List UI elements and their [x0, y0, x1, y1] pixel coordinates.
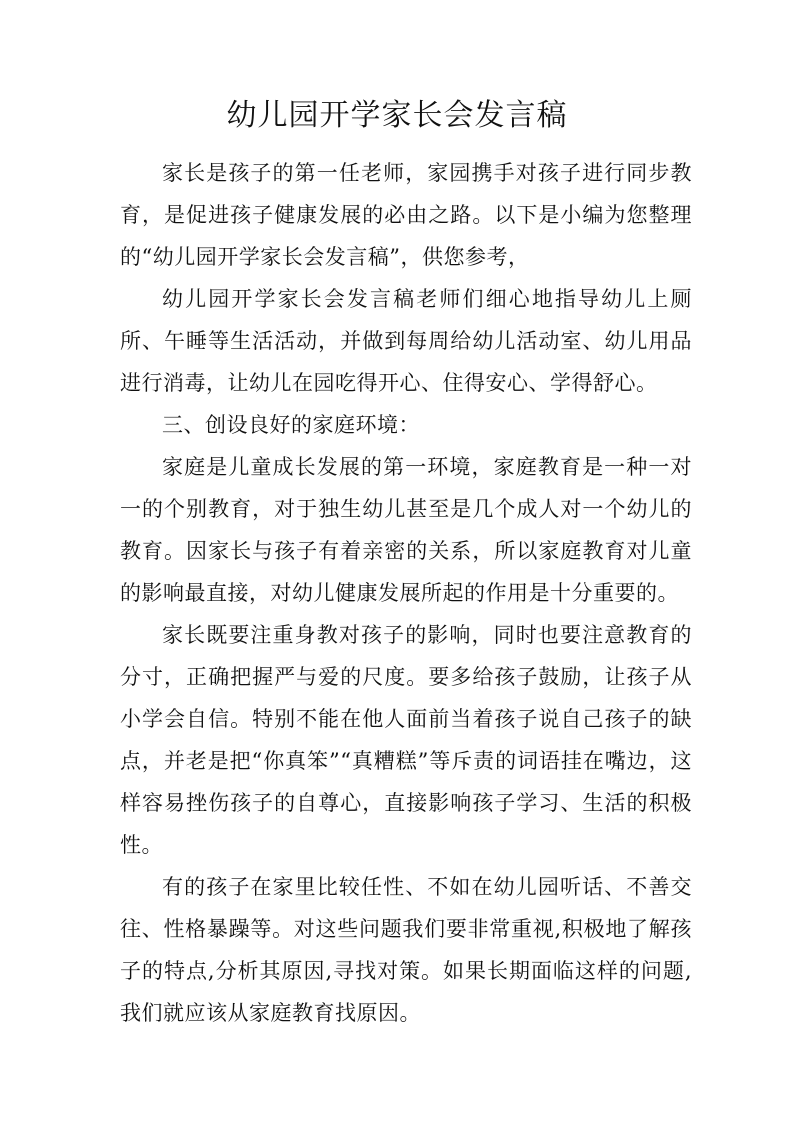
- document-body: [120, 152, 692, 1034]
- paragraph-family-education: 家庭是儿童成长发展的第一环境，家庭教育是一种一对一的个别教育，对于独生幼儿甚至是几个成人对一个幼儿的教育。因家长与孩子有着亲密的关系，所以家庭教育对儿童的影响最直接，对幼儿健康发展所起的作用是十分重要的。: [120, 455, 692, 605]
- paragraph-parent-example: 家长既要注重身教对孩子的影响，同时也要注意教育的分寸，正确把握严与爱的尺度。要多给孩子鼓励，让孩子从小学会自信。特别不能在他人面前当着孩子说自己孩子的缺点，并老是把“你真笨”“真糟糕”等斥责的词语挂在嘴边，这样容易挫伤孩子的自尊心，直接影响孩子学习、生活的积极性。: [120, 623, 692, 857]
- paragraph-intro: 家长是孩子的第一任老师，家园携手对孩子进行同步教育，是促进孩子健康发展的必由之路。以下是小编为您整理的“幼儿园开学家长会发言稿”，供您参考，: [120, 161, 692, 269]
- paragraph-teacher-care: 幼儿园开学家长会发言稿老师们细心地指导幼儿上厕所、午睡等生活活动，并做到每周给幼儿活动室、幼儿用品进行消毒，让幼儿在园吃得开心、住得安心、学得舒心。: [120, 287, 692, 395]
- paragraph-child-behavior: 有的孩子在家里比较任性、不如在幼儿园听话、不善交往、性格暴躁等。对这些问题我们要非常重视,积极地了解孩子的特点,分析其原因,寻找对策。如果长期面临这样的问题,我们就应该从家庭教育找原因。: [120, 875, 692, 1025]
- document-title: 幼儿园开学家长会发言稿: [226, 98, 568, 133]
- section-heading-home-environment: 三、创设良好的家庭环境：: [162, 413, 420, 437]
